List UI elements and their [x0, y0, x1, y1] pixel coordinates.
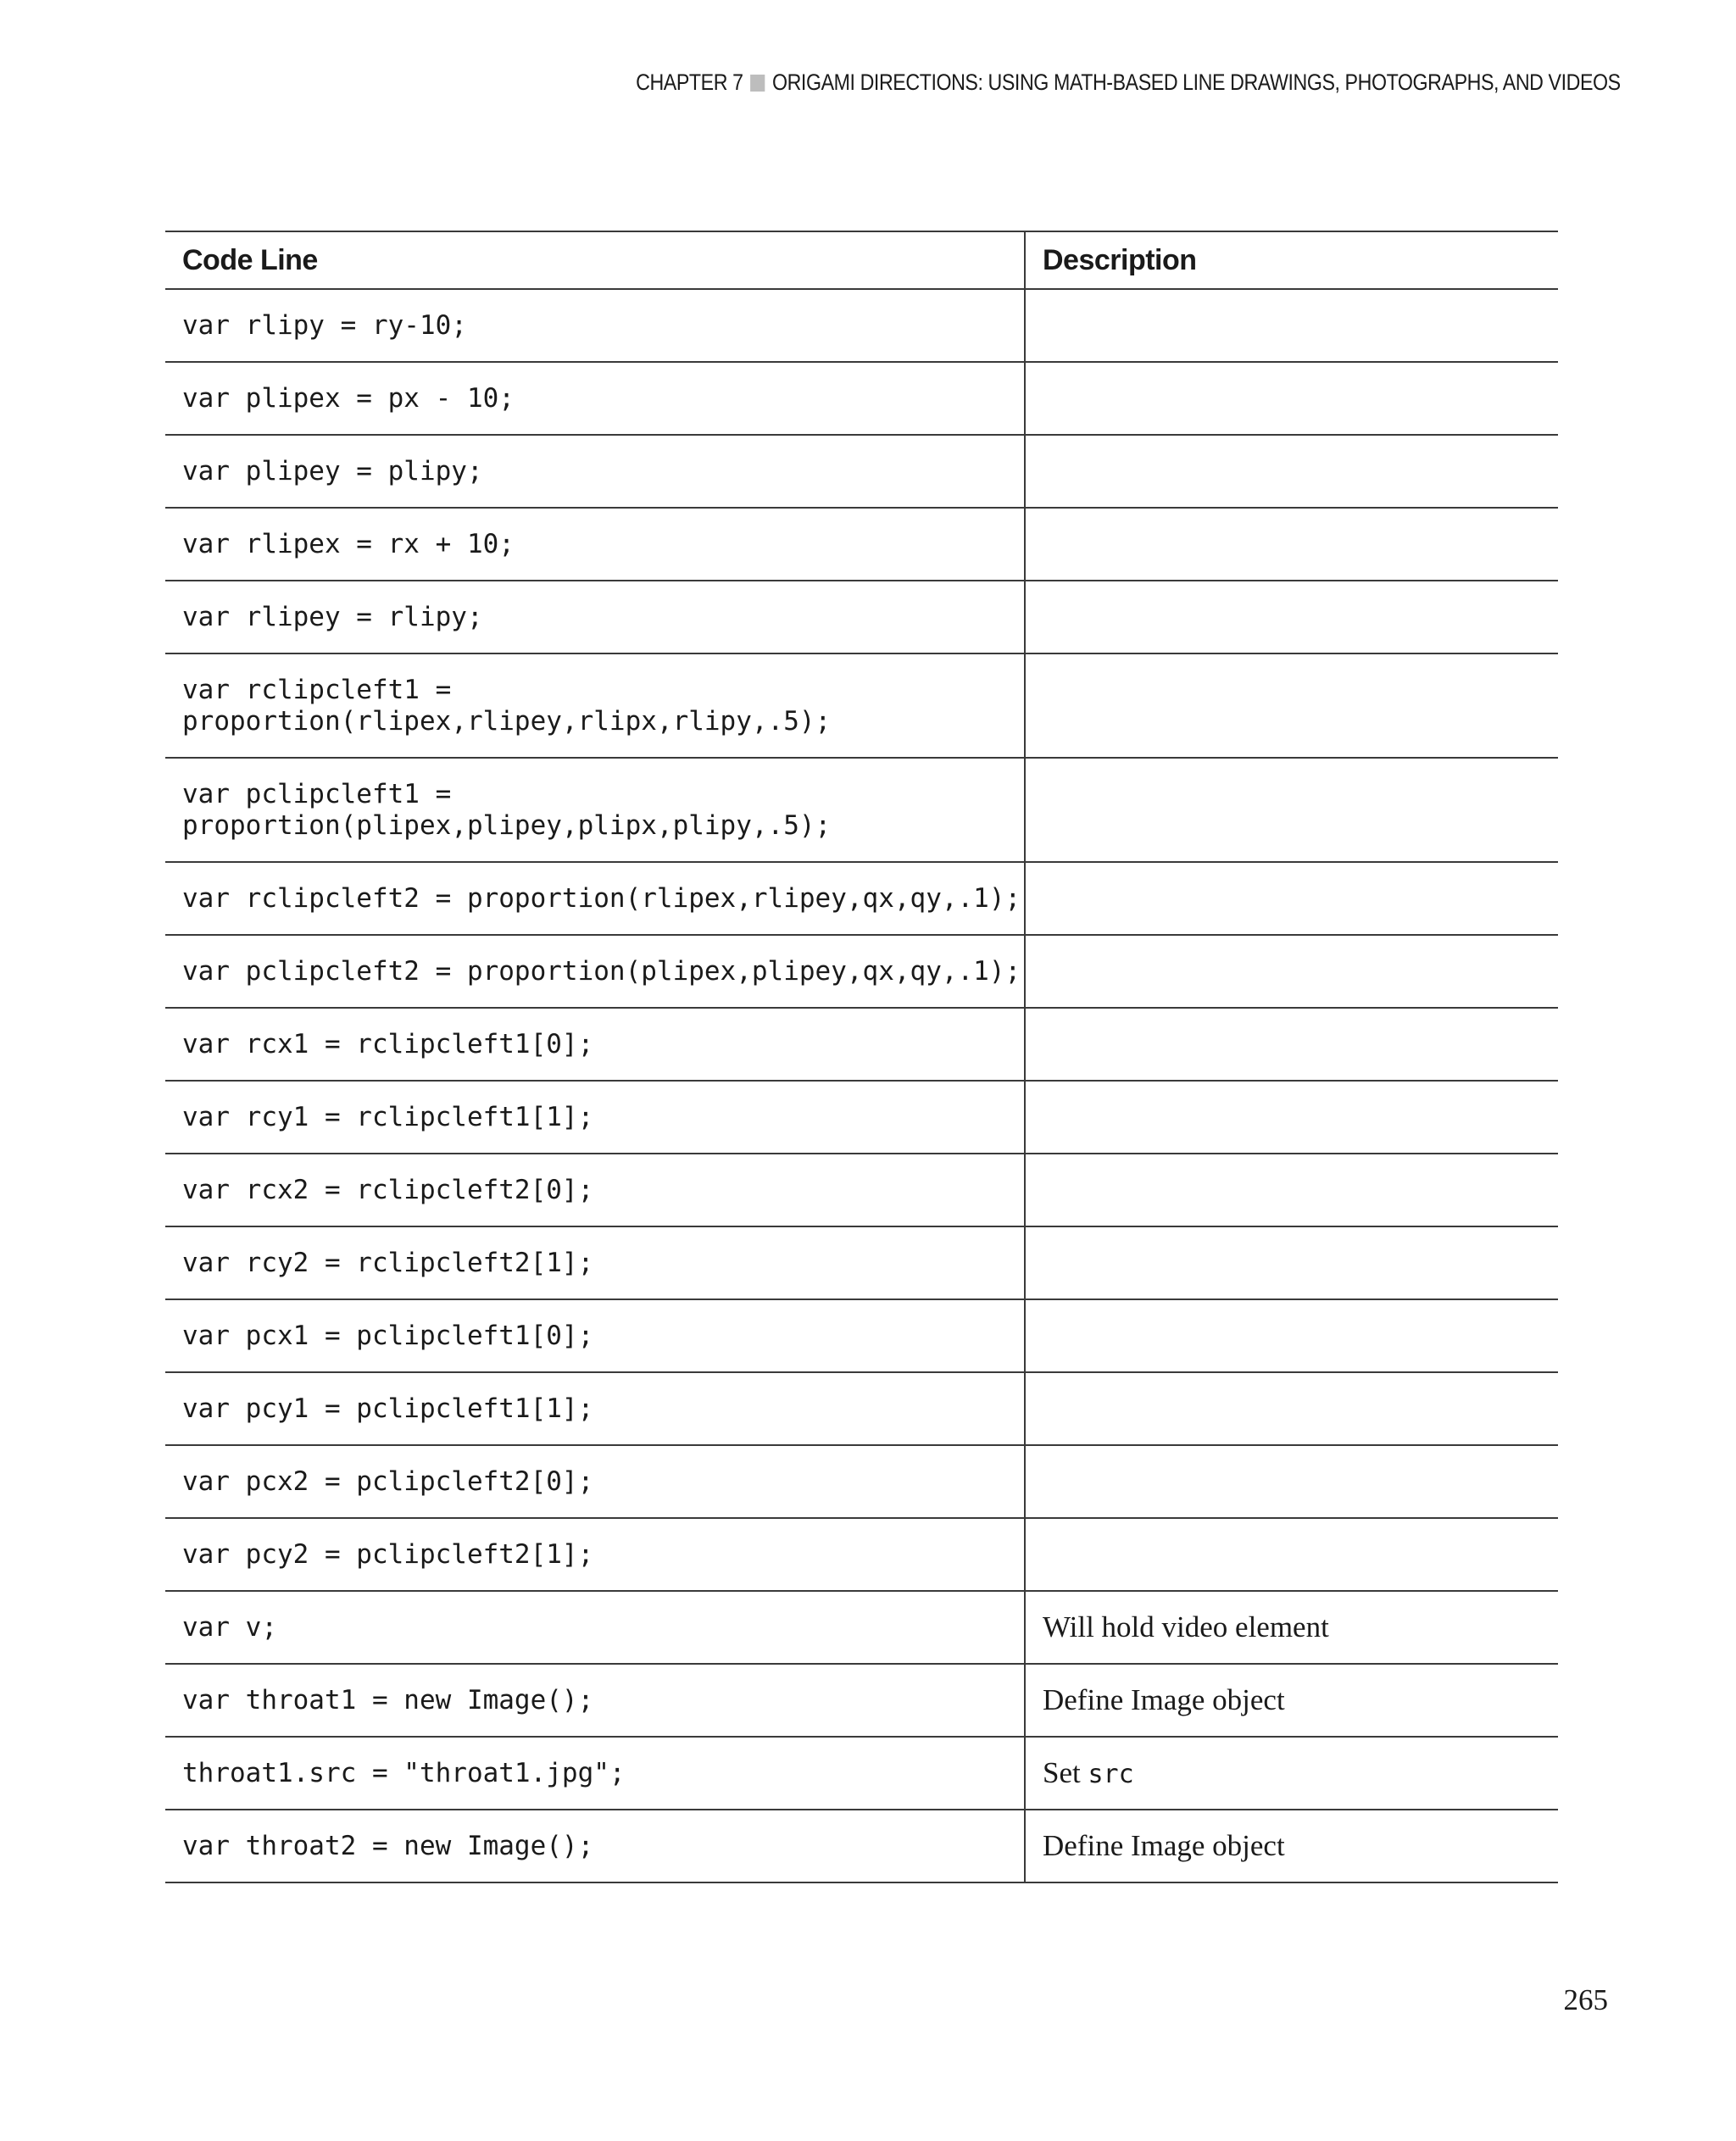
separator-square-icon — [750, 75, 765, 92]
table-row — [165, 1154, 1558, 1226]
code-cell: var pclipcleft1 = proportion(plipex,plipey,plipx,plipy,.5); — [182, 778, 832, 841]
code-cell: var rlipey = rlipy; — [182, 601, 483, 632]
code-cell: var rclipcleft1 = proportion(rlipex,rlipey,rlipx,rlipy,.5); — [182, 674, 832, 737]
description-text: Set — [1043, 1756, 1088, 1789]
description-cell: Will hold video element — [1043, 1610, 1329, 1643]
column-header-description: Description — [1025, 231, 1558, 289]
code-cell: var rcy2 = rclipcleft2[1]; — [182, 1247, 594, 1278]
table-header-row — [165, 231, 1558, 289]
code-cell: var throat1 = new Image(); — [182, 1684, 594, 1716]
code-cell: var rlipex = rx + 10; — [182, 528, 515, 559]
code-cell: var pcy1 = pclipcleft1[1]; — [182, 1393, 594, 1424]
code-cell: var pcx1 = pclipcleft1[0]; — [182, 1320, 594, 1351]
table-row — [165, 1664, 1558, 1737]
table-row — [165, 581, 1558, 653]
code-cell: var rclipcleft2 = proportion(rlipex,rlipey,qx,qy,.1); — [182, 882, 1021, 914]
table-row — [165, 1737, 1558, 1810]
table-row — [165, 435, 1558, 508]
column-header-code-line: Code Line — [182, 243, 318, 276]
table-row — [165, 362, 1558, 435]
table-row — [165, 1299, 1558, 1372]
code-cell: throat1.src = "throat1.jpg"; — [182, 1757, 626, 1788]
code-cell: var throat2 = new Image(); — [182, 1830, 594, 1861]
description-inline-code: src — [1088, 1760, 1134, 1789]
code-cell: var pcy2 = pclipcleft2[1]; — [182, 1538, 594, 1570]
table-row — [165, 758, 1558, 862]
table-row — [165, 1591, 1558, 1664]
code-cell: var rcx2 = rclipcleft2[0]; — [182, 1174, 594, 1205]
table-row — [165, 1226, 1558, 1299]
table-row — [165, 653, 1558, 758]
description-cell: Define Image object — [1043, 1683, 1285, 1716]
code-cell: var plipex = px - 10; — [182, 382, 515, 414]
code-description-table — [165, 231, 1558, 1883]
table-row — [165, 935, 1558, 1008]
description-cell: Define Image object — [1043, 1829, 1285, 1862]
code-cell: var v; — [182, 1611, 277, 1643]
table-row — [165, 1372, 1558, 1445]
table-row — [165, 1518, 1558, 1591]
running-head — [636, 70, 1621, 96]
code-cell: var pclipcleft2 = proportion(plipex,plipey,qx,qy,.1); — [182, 955, 1021, 987]
table-row — [165, 1810, 1558, 1882]
table-row — [165, 289, 1558, 362]
table-row — [165, 508, 1558, 581]
page-number: 265 — [1563, 1983, 1608, 2016]
description-cell — [1043, 1756, 1134, 1789]
code-cell: var pcx2 = pclipcleft2[0]; — [182, 1465, 594, 1497]
code-cell: var rcy1 = rclipcleft1[1]; — [182, 1101, 594, 1132]
chapter-label: CHAPTER 7 — [636, 70, 743, 95]
code-cell: var rlipy = ry-10; — [182, 309, 467, 341]
table-row — [165, 1008, 1558, 1081]
table-row — [165, 1081, 1558, 1154]
chapter-title: ORIGAMI DIRECTIONS: USING MATH-BASED LINE DRAWINGS, PHOTOGRAPHS, AND VIDEOS — [772, 70, 1621, 95]
table-row — [165, 862, 1558, 935]
code-cell: var rcx1 = rclipcleft1[0]; — [182, 1028, 594, 1059]
code-cell: var plipey = plipy; — [182, 455, 483, 487]
table-row — [165, 1445, 1558, 1518]
